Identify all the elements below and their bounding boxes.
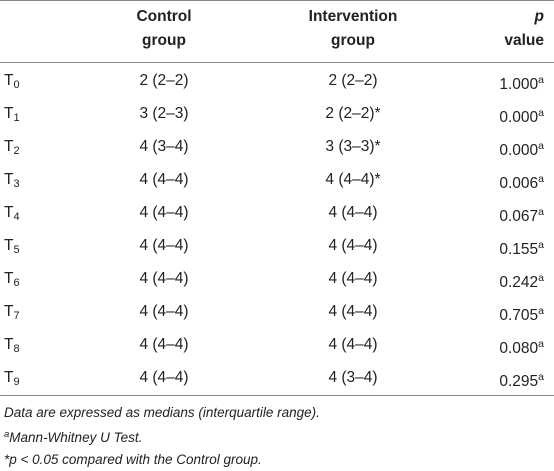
p-value-superscript: a — [538, 74, 544, 86]
header-control-line2: group — [142, 32, 186, 49]
cell-control: 4 (4–4) — [139, 336, 189, 353]
table-row — [0, 295, 554, 328]
cell-intervention: 4 (3–4) — [328, 369, 378, 386]
footnote-mann-whitney — [4, 424, 320, 449]
cell-control: 4 (3–4) — [139, 138, 189, 155]
p-value-superscript: a — [538, 107, 544, 119]
p-value-superscript: a — [538, 140, 544, 152]
cell-intervention: 3 (3–3)* — [325, 138, 381, 155]
table-top-rule — [0, 0, 554, 1]
table-row — [0, 130, 554, 163]
timepoint-letter: T — [4, 369, 14, 386]
p-value-superscript: a — [538, 206, 544, 218]
timepoint-index: 0 — [13, 79, 20, 91]
table-row — [0, 328, 554, 361]
p-value-superscript: a — [538, 173, 544, 185]
table-footnotes — [4, 402, 320, 471]
cell-intervention: 4 (4–4) — [328, 270, 378, 287]
p-value-number: 0.155 — [499, 241, 539, 258]
cell-intervention: 4 (4–4) — [328, 303, 378, 320]
table-row — [0, 361, 554, 394]
timepoint-letter: T — [4, 237, 14, 254]
p-value-number: 0.000 — [499, 109, 539, 126]
timepoint-index: 4 — [13, 211, 20, 223]
p-value-superscript: a — [538, 338, 544, 350]
header-rule — [0, 62, 554, 63]
timepoint-index: 6 — [13, 277, 20, 289]
cell-control: 4 (4–4) — [139, 369, 189, 386]
timepoint-letter: T — [4, 105, 14, 122]
p-value-superscript: a — [538, 239, 544, 251]
timepoint-letter: T — [4, 72, 14, 89]
timepoint-index: 9 — [13, 376, 20, 388]
table-row — [0, 229, 554, 262]
footnote-significance: *p < 0.05 compared with the Control group. — [4, 452, 262, 467]
header-p-line1: p — [534, 8, 544, 25]
cell-control: 2 (2–2) — [139, 72, 189, 89]
footnote-mann-whitney-text: Mann-Whitney U Test. — [9, 430, 143, 445]
cell-intervention: 4 (4–4) — [328, 336, 378, 353]
cell-intervention: 4 (4–4) — [328, 204, 378, 221]
footnote-medians: Data are expressed as medians (interquartile range). — [4, 405, 320, 420]
cell-control: 4 (4–4) — [139, 237, 189, 254]
p-value-number: 0.242 — [499, 274, 539, 291]
cell-intervention: 4 (4–4) — [328, 237, 378, 254]
cell-p-value — [499, 229, 544, 266]
header-control-line1: Control — [136, 8, 192, 25]
table-row — [0, 97, 554, 130]
header-control-group — [104, 5, 224, 53]
cell-p-value — [499, 196, 544, 233]
p-value-number: 0.080 — [499, 340, 539, 357]
timepoint-letter: T — [4, 336, 14, 353]
table-bottom-rule — [0, 395, 554, 396]
table-row — [0, 64, 554, 97]
timepoint-letter: T — [4, 303, 14, 320]
p-value-superscript: a — [538, 272, 544, 284]
p-value-superscript: a — [538, 371, 544, 383]
cell-p-value — [499, 130, 544, 167]
p-value-superscript: a — [538, 305, 544, 317]
cell-p-value — [499, 97, 544, 134]
footnote-sup: a — [4, 429, 10, 440]
timepoint-letter: T — [4, 138, 14, 155]
header-intervention-line1: Intervention — [308, 8, 398, 25]
timepoint-index: 2 — [13, 145, 20, 157]
timepoint-index: 3 — [13, 178, 20, 190]
cell-p-value — [499, 262, 544, 299]
p-value-number: 1.000 — [499, 76, 539, 93]
cell-control: 4 (4–4) — [139, 171, 189, 188]
timepoint-index: 5 — [13, 244, 20, 256]
cell-intervention: 2 (2–2)* — [325, 105, 381, 122]
cell-control: 3 (2–3) — [139, 105, 189, 122]
header-intervention-line2: group — [331, 32, 375, 49]
header-p-value — [464, 5, 544, 53]
row-timepoint — [4, 361, 20, 399]
cell-p-value — [499, 64, 544, 101]
timepoint-letter: T — [4, 270, 14, 287]
table-row — [0, 196, 554, 229]
cell-p-value — [499, 295, 544, 332]
p-value-number: 0.000 — [499, 142, 539, 159]
cell-control: 4 (4–4) — [139, 303, 189, 320]
timepoint-index: 8 — [13, 343, 20, 355]
cell-control: 4 (4–4) — [139, 270, 189, 287]
timepoint-index: 7 — [13, 310, 20, 322]
p-value-number: 0.705 — [499, 307, 539, 324]
table-row — [0, 262, 554, 295]
cell-intervention: 2 (2–2) — [328, 72, 378, 89]
timepoint-letter: T — [4, 171, 14, 188]
header-intervention-group — [268, 5, 438, 53]
timepoint-index: 1 — [13, 112, 20, 124]
p-value-number: 0.295 — [499, 373, 539, 390]
cell-control: 4 (4–4) — [139, 204, 189, 221]
table-row — [0, 163, 554, 196]
p-value-number: 0.006 — [499, 175, 539, 192]
cell-p-value — [499, 328, 544, 365]
timepoint-letter: T — [4, 204, 14, 221]
header-p-line2: value — [504, 32, 544, 49]
p-value-number: 0.067 — [499, 208, 539, 225]
cell-intervention: 4 (4–4)* — [325, 171, 381, 188]
cell-p-value — [499, 361, 544, 398]
cell-p-value — [499, 163, 544, 200]
